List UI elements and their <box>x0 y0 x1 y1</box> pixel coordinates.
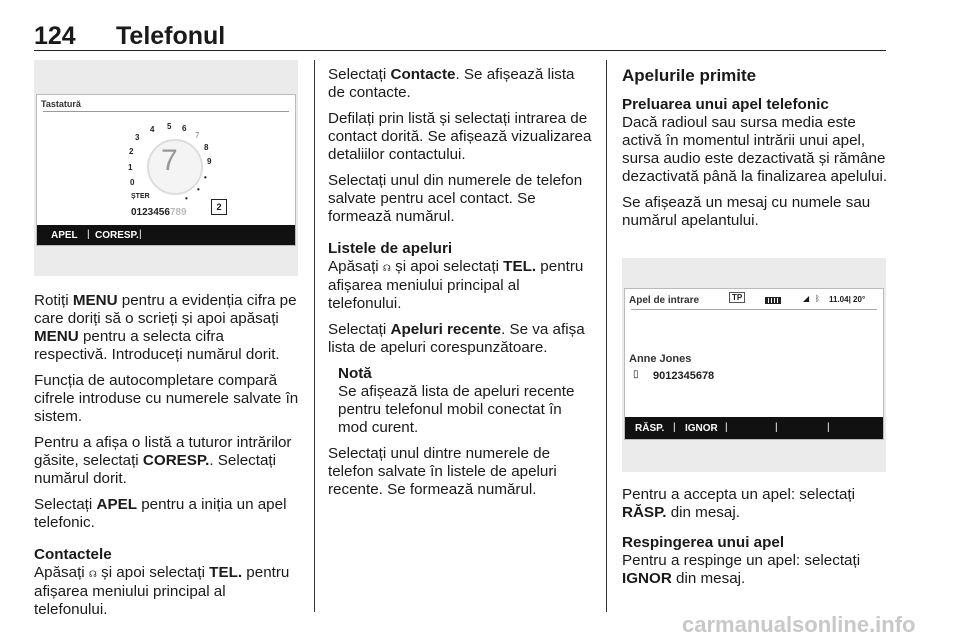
bluetooth-icon: ᛒ <box>815 294 820 303</box>
softkey-separator: | <box>87 229 90 240</box>
section-heading-call-lists: Listele de apeluri <box>328 240 453 257</box>
entered-digits: 0123456 <box>131 207 170 218</box>
softkey-answer[interactable]: RĂSP. <box>635 423 665 434</box>
dial-digit-7[interactable]: 7 <box>195 131 200 140</box>
caller-name: Anne Jones <box>629 353 692 365</box>
caller-number: 9012345678 <box>653 370 715 382</box>
signal-icon: ◢ <box>803 294 810 303</box>
paragraph: Pentru a afișa o listă a tuturor intrărilor găsite, selectați CORESP.. Selectați numărul dorit. <box>34 434 292 487</box>
subheading-reject: Respingerea unui apel <box>622 534 785 551</box>
softkey-separator: | <box>775 422 778 433</box>
dial-delete-label[interactable]: ȘTER <box>131 193 150 200</box>
paragraph: Pentru a accepta un apel: selectați RĂSP. din mesaj. <box>622 486 856 521</box>
column-1-text <box>34 292 300 627</box>
keypad-softkey-bar <box>37 225 295 245</box>
screen-title-rule <box>43 111 289 112</box>
dial-digit-1[interactable]: 1 <box>128 163 133 172</box>
tp-badge: TP <box>729 292 745 303</box>
paragraph: Selectați unul din numerele de telefon salvate pentru acel contact. Se formează numărul. <box>328 172 583 225</box>
keypad-screen-title: Tastatură <box>41 99 81 109</box>
screen-title-rule <box>631 309 877 310</box>
dial-digit-2[interactable]: 2 <box>129 147 134 156</box>
column-divider-2 <box>606 60 607 612</box>
dial-digit-6[interactable]: 6 <box>182 124 187 133</box>
dial-digit-9[interactable]: 9 <box>207 157 212 166</box>
dial-digit-3[interactable]: 3 <box>135 133 140 142</box>
softkey-separator: | <box>827 422 830 433</box>
paragraph: Selectați APEL pentru a iniția un apel telefonic. <box>34 496 287 531</box>
dial-digit-8[interactable]: 8 <box>204 143 209 152</box>
page-header <box>34 22 886 48</box>
paragraph: Defilați prin listă și selectați intrarea de contact dorită. Se afișează vizualizarea detaliilor contactului. <box>328 110 592 163</box>
paragraph: Dacă radioul sau sursa media este activă în momentul intrării unui apel, sursa audio este dezactivată și rămâne dezactivată până la finalizarea apelului. <box>622 114 888 185</box>
mobile-phone-icon: ▯ <box>633 369 639 380</box>
paragraph: Funcția de autocompletare compară cifrele introduse cu numerele salvate în sistem. <box>34 372 299 425</box>
softkey-ignore[interactable]: IGNOR <box>685 423 718 434</box>
softkey-apel[interactable]: APEL <box>51 230 78 241</box>
column-divider-1 <box>314 60 315 612</box>
paragraph: Selectați unul dintre numerele de telefon salvate în listele de apeluri recente. Se formează numărul. <box>328 445 557 498</box>
incoming-screen-title: Apel de intrare <box>629 295 700 306</box>
watermark: carmanualsonline.info <box>682 612 916 637</box>
section-heading-contacts: Contactele <box>34 546 112 563</box>
dial-dot-1: • <box>204 173 207 182</box>
dial-dot-2: • <box>197 185 200 194</box>
page-title: Telefonul <box>116 22 226 50</box>
battery-icon <box>765 297 781 304</box>
note-box <box>338 365 594 437</box>
paragraph: Apăsați ☊ și apoi selectați TEL. pentru afișarea meniului principal al telefonului. <box>34 564 290 618</box>
dial-selected-digit: 7 <box>161 144 178 177</box>
phone-icon: ☊ <box>382 263 391 273</box>
header-divider <box>34 50 886 51</box>
incoming-call-figure <box>622 258 886 472</box>
ghost-digits: 789 <box>169 207 187 218</box>
keypad-screen <box>36 94 296 246</box>
subheading-receive: Preluarea unui apel telefonic <box>622 96 829 113</box>
incoming-call-screen <box>624 288 884 440</box>
time-temperature: 11.04| 20° <box>829 295 866 304</box>
column-3-text-bottom <box>622 486 888 596</box>
page-number: 124 <box>34 22 76 50</box>
paragraph: Pentru a respinge un apel: selectați IGNOR din mesaj. <box>622 552 861 587</box>
paragraph: Se afișează un mesaj cu numele sau numărul apelantului. <box>622 194 871 229</box>
softkey-separator: | <box>673 422 676 433</box>
paragraph: Rotiți MENU pentru a evidenția cifra pe care doriți să o scrieți și apoi apăsați MENU pentru a selecta cifra respectivă. Introduceți numărul dorit. <box>34 292 297 363</box>
phone-icon: ☊ <box>88 569 97 579</box>
dial-dot-3: • <box>185 194 188 203</box>
dial-digit-4[interactable]: 4 <box>150 125 155 134</box>
entered-number <box>131 207 187 218</box>
column-3-text-top <box>622 66 888 238</box>
section-heading-incoming: Apelurile primite <box>622 66 757 85</box>
paragraph: Apăsați ☊ și apoi selectați TEL. pentru afișarea meniului principal al telefonului. <box>328 258 584 312</box>
note-text: Se afișează lista de apeluri recente pentru telefonul mobil conectat în mod curent. <box>338 383 575 436</box>
softkey-separator: | <box>725 422 728 433</box>
column-2-text <box>328 66 594 507</box>
dial-digit-0[interactable]: 0 <box>130 178 135 187</box>
keypad-figure <box>34 60 298 276</box>
dial-digit-5[interactable]: 5 <box>167 122 172 131</box>
paragraph: Selectați Contacte. Se afișează lista de contacte. <box>328 66 575 101</box>
incoming-softkey-bar <box>625 417 883 439</box>
paragraph: Selectați Apeluri recente. Se va afișa lista de apeluri corespunzătoare. <box>328 321 585 356</box>
digit-counter-box: 2 <box>211 199 227 215</box>
note-title: Notă <box>338 365 372 382</box>
softkey-separator: | <box>139 229 142 240</box>
softkey-coresp[interactable]: CORESP. <box>95 230 139 241</box>
